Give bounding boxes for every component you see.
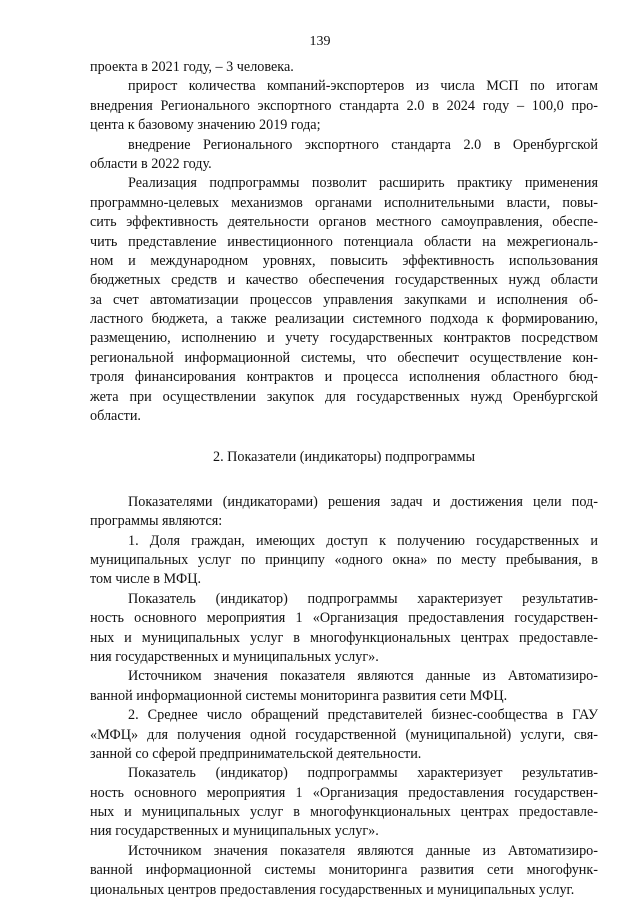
paragraph-line: Показатель (индикатор) подпрограммы характеризует результатив- (128, 765, 598, 782)
paragraph-line: региональной информационной системы, что обеспечит осуществление кон- (90, 349, 598, 366)
section-paragraphs (90, 493, 598, 900)
paragraph-line: области. (90, 408, 141, 425)
paragraph-line: Показатель (индикатор) подпрограммы характеризует результатив- (128, 590, 598, 607)
paragraph (90, 706, 598, 764)
paragraph-line: бюджетных средств и качество обеспечения государственных нужд области (90, 272, 598, 289)
paragraph-line: муниципальных услуг по принципу «одного окна» по месту пребывания, в (90, 551, 598, 568)
paragraph (90, 842, 598, 900)
intro-paragraphs (90, 58, 598, 426)
paragraph-line: ном и международном уровнях, повысить эффективность использования (90, 252, 598, 269)
paragraph-line: Показателями (индикаторами) решения задач и достижения цели под- (128, 493, 598, 510)
paragraph-line: размещению, исполнению и учету государственных контрактов посредством (90, 330, 598, 347)
paragraph-line: сить эффективность деятельности органов местного самоуправления, обеспе- (90, 214, 598, 231)
paragraph-line: ванной информационной системы мониторинга развития сети многофунк- (90, 862, 598, 879)
paragraph-line: 1. Доля граждан, имеющих доступ к получению государственных и (128, 532, 598, 549)
paragraph-line: Источником значения показателя являются данные из Автоматизиро- (128, 842, 598, 859)
paragraph-line: чить представление инвестиционного потенциала области на межрегиональ- (90, 233, 598, 250)
paragraph-line: ных и муниципальных услуг в многофункциональных центрах предоставле- (90, 629, 598, 646)
paragraph-line: занной со сферой предпринимательской деятельности. (90, 745, 422, 762)
paragraph-line: ность основного мероприятия 1 «Организация предоставления государствен- (90, 610, 598, 627)
paragraph (90, 493, 598, 532)
paragraph-line: ния государственных и муниципальных услуг». (90, 648, 379, 665)
paragraph-line: области в 2022 году. (90, 155, 212, 172)
paragraph-line: ных и муниципальных услуг в многофункциональных центрах предоставле- (90, 804, 598, 821)
paragraph (90, 590, 598, 668)
paragraph (90, 58, 598, 77)
paragraph-line: ванной информационной системы мониторинга развития сети МФЦ. (90, 687, 508, 704)
paragraph (90, 532, 598, 590)
paragraph-line: проекта в 2021 году, – 3 человека. (90, 59, 294, 75)
paragraph-line: жета при осуществлении закупок для государственных нужд Оренбургской (90, 388, 598, 405)
paragraph-line: программно-целевых механизмов органами исполнительными власти, повы- (90, 194, 598, 211)
paragraph-line: за счет автоматизации процессов управления закупками и исполнения об- (90, 291, 598, 308)
paragraph-line: цента к базовому значению 2019 года; (90, 117, 321, 134)
paragraph-line: программы являются: (90, 513, 223, 530)
paragraph-line: внедрение Регионального экспортного стандарта 2.0 в Оренбургской (128, 136, 598, 153)
paragraph-line: троля финансирования контрактов и процесса исполнения областного бюд- (90, 369, 598, 386)
paragraph-line: «МФЦ» для получения одной государственной (муниципальной) услуги, свя- (90, 726, 598, 743)
paragraph-line: внедрения Регионального экспортного стандарта 2.0 в 2024 году – 100,0 про- (90, 97, 598, 114)
page-number: 139 (309, 34, 331, 49)
paragraph-line: том числе в МФЦ. (90, 571, 201, 588)
paragraph-line: Реализация подпрограммы позволит расширить практику применения (128, 175, 598, 192)
paragraph (90, 667, 598, 706)
paragraph (90, 764, 598, 842)
paragraph-line: ность основного мероприятия 1 «Организация предоставления государствен- (90, 784, 598, 801)
paragraph (90, 77, 598, 135)
paragraph-line: циональных центров предоставления государственных и муниципальных услуг. (90, 881, 575, 898)
paragraph-line: прирост количества компаний-экспортеров из числа МСП по итогам (128, 78, 598, 95)
paragraph-line: Источником значения показателя являются данные из Автоматизиро- (128, 668, 598, 685)
document-body (90, 58, 598, 900)
paragraph (90, 174, 598, 426)
paragraph-line: ния государственных и муниципальных услуг». (90, 823, 379, 840)
paragraph (90, 136, 598, 175)
section-heading: 2. Показатели (индикаторы) подпрограммы (212, 449, 476, 466)
paragraph-line: ластного бюджета, а также реализации системного подхода к формированию, (90, 311, 598, 328)
paragraph-line: 2. Среднее число обращений представителей бизнес-сообщества в ГАУ (128, 707, 598, 724)
